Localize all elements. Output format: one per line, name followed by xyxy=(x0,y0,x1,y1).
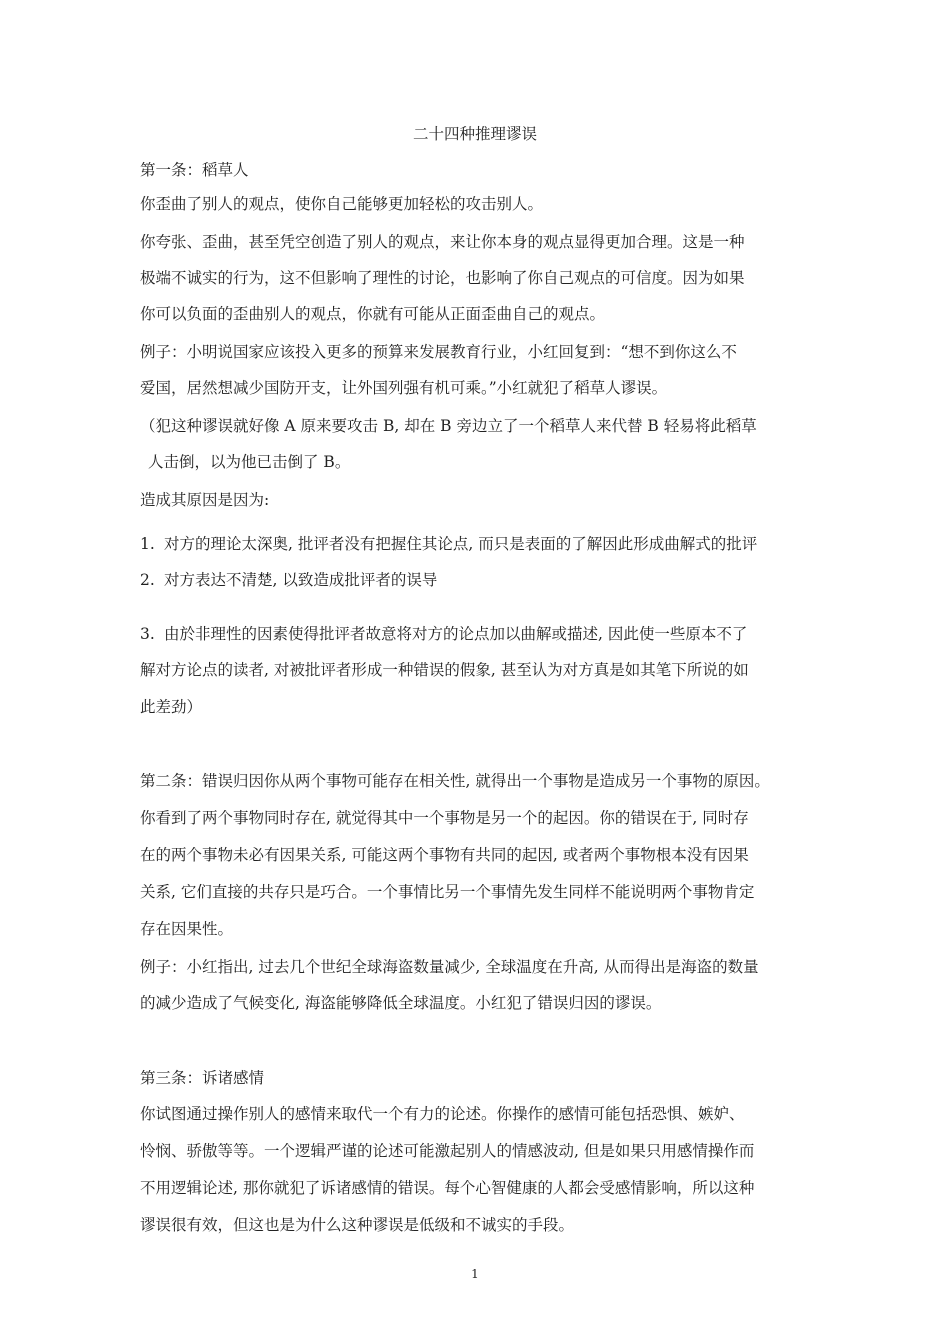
section-1-paragraph-2-line: 你可以负面的歪曲别人的观点，你就有可能从正面歪曲自己的观点。 xyxy=(140,305,606,323)
cause-item-1 xyxy=(140,534,820,554)
page-number: 1 xyxy=(471,1267,479,1281)
section-3-body-line: 怜悯、骄傲等等。一个逻辑严谨的论述可能激起别人的情感波动, 但是如果只用感情操作而 xyxy=(140,1142,755,1160)
list-number: 1. xyxy=(140,535,155,553)
section-1-paragraph-2-line: 极端不诚实的行为，这不但影响了理性的讨论，也影响了你自己观点的可信度。因为如果 xyxy=(140,269,745,287)
section-2-body-line: 关系, 它们直接的共存只是巧合。一个事情比另一个事情先发生同样不能说明两个事物肯定 xyxy=(140,883,755,901)
section-2-heading: 第二条：错误归因你从两个事物可能存在相关性, 就得出一个事物是造成另一个事物的原因。 xyxy=(140,772,770,790)
section-3-body-line: 你试图通过操作别人的感情来取代一个有力的论述。你操作的感情可能包括恐惧、嫉妒、 xyxy=(140,1105,745,1123)
section-1-cause-intro: 造成其原因是因为: xyxy=(140,491,270,509)
document-title: 二十四种推理谬误 xyxy=(412,125,537,143)
section-3-heading: 第三条：诉诸感情 xyxy=(140,1069,265,1087)
section-1-paragraph-1: 你歪曲了别人的观点，使你自己能够更加轻松的攻击别人。 xyxy=(140,195,544,213)
section-1-heading: 第一条：稻草人 xyxy=(140,161,249,179)
section-3-body-line: 不用逻辑论述, 那你就犯了诉诸感情的错误。每个心智健康的人都会受感情影响，所以这种 xyxy=(140,1179,755,1197)
section-2-body-line: 在的两个事物未必有因果关系, 可能这两个事物有共同的起因, 或者两个事物根本没有因果 xyxy=(140,846,749,864)
section-2-example-line: 的减少造成了气候变化, 海盗能够降低全球温度。小红犯了错误归因的谬误。 xyxy=(140,994,662,1012)
section-1-paragraph-2-line: 你夸张、歪曲，甚至凭空创造了别人的观点，来让你本身的观点显得更加合理。这是一种 xyxy=(140,233,745,251)
section-2-example-line: 例子：小红指出, 过去几个世纪全球海盗数量减少, 全球温度在升高, 从而得出是海盗的数量 xyxy=(140,958,759,976)
cause-text: 由於非理性的因素使得批评者故意将对方的论点加以曲解或描述, 因此使一些原本不了 xyxy=(164,625,748,643)
section-3-body-line: 谬误很有效，但这也是为什么这种谬误是低级和不诚实的手段。 xyxy=(140,1216,575,1234)
cause-item-3 xyxy=(140,624,820,644)
cause-item-3-continuation: 解对方论点的读者, 对被批评者形成一种错误的假象, 甚至认为对方真是如其笔下所说的如 xyxy=(140,661,749,679)
cause-item-3-continuation: 此差劲） xyxy=(140,698,203,716)
cause-text: 对方表达不清楚, 以致造成批评者的误导 xyxy=(164,571,438,589)
section-1-example-line: 例子：小明说国家应该投入更多的预算来发展教育行业，小红回复到：“想不到你这么不 xyxy=(140,343,737,361)
section-2-body-line: 你看到了两个事物同时存在, 就觉得其中一个事物是另一个的起因。你的错误在于, 同时存 xyxy=(140,809,749,827)
section-1-note-line: 人击倒，以为他已击倒了 B。 xyxy=(148,453,351,471)
list-number: 2. xyxy=(140,571,155,589)
section-2-body-line: 存在因果性。 xyxy=(140,920,234,938)
list-number: 3. xyxy=(140,625,155,643)
cause-text: 对方的理论太深奥, 批评者没有把握住其论点, 而只是表面的了解因此形成曲解式的批评 xyxy=(164,535,758,553)
cause-item-2 xyxy=(140,570,820,590)
section-1-note-line: （犯这种谬误就好像 A 原来要攻击 B, 却在 B 旁边立了一个稻草人来代替 B 轻易将此稻草 xyxy=(140,417,757,435)
section-1-example-line: 爱国，居然想减少国防开支，让外国列强有机可乘。”小红就犯了稻草人谬误。 xyxy=(140,379,668,397)
